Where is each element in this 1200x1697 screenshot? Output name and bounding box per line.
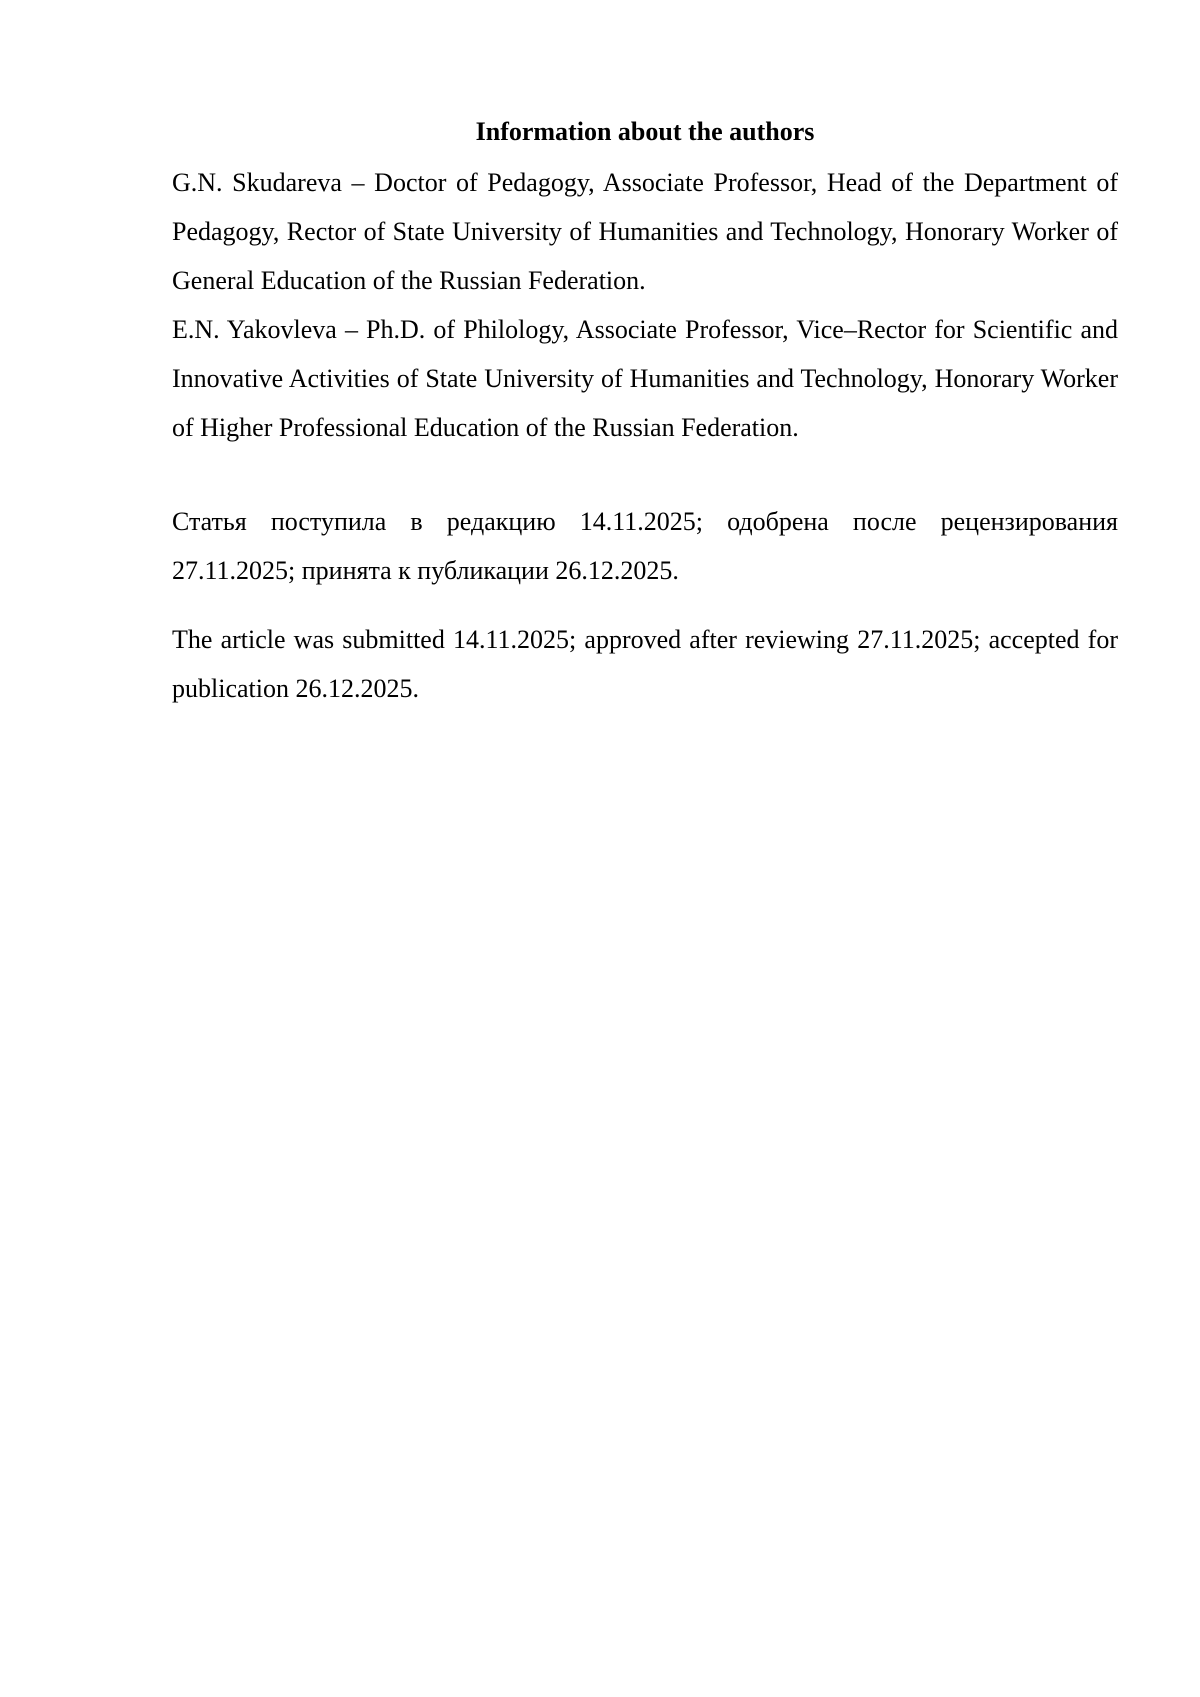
author-info-skudareva: G.N. Skudareva – Doctor of Pedagogy, Associate Professor, Head of the Department of Pedagogy, Rector of State University of Humanities and Technology, Honorary Worker of General Education of the Russian Federation.	[172, 168, 1118, 295]
paragraph-spacer	[172, 595, 1118, 615]
submission-dates-en: The article was submitted 14.11.2025; approved after reviewing 27.11.2025; accepted for publication 26.12.2025.	[172, 625, 1118, 703]
section-spacer	[172, 452, 1118, 497]
author-info-yakovleva: E.N. Yakovleva – Ph.D. of Philology, Associate Professor, Vice–Rector for Scientific and Innovative Activities of State University of Humanities and Technology, Honorary Worker of Higher Professional Education of the Russian Federation.	[172, 315, 1118, 442]
page-content	[172, 112, 1118, 713]
authors-heading: Information about the authors	[475, 117, 815, 146]
submission-dates-ru: Статья поступила в редакцию 14.11.2025; одобрена после рецензирования 27.11.2025; принята к публикации 26.12.2025.	[172, 507, 1118, 585]
